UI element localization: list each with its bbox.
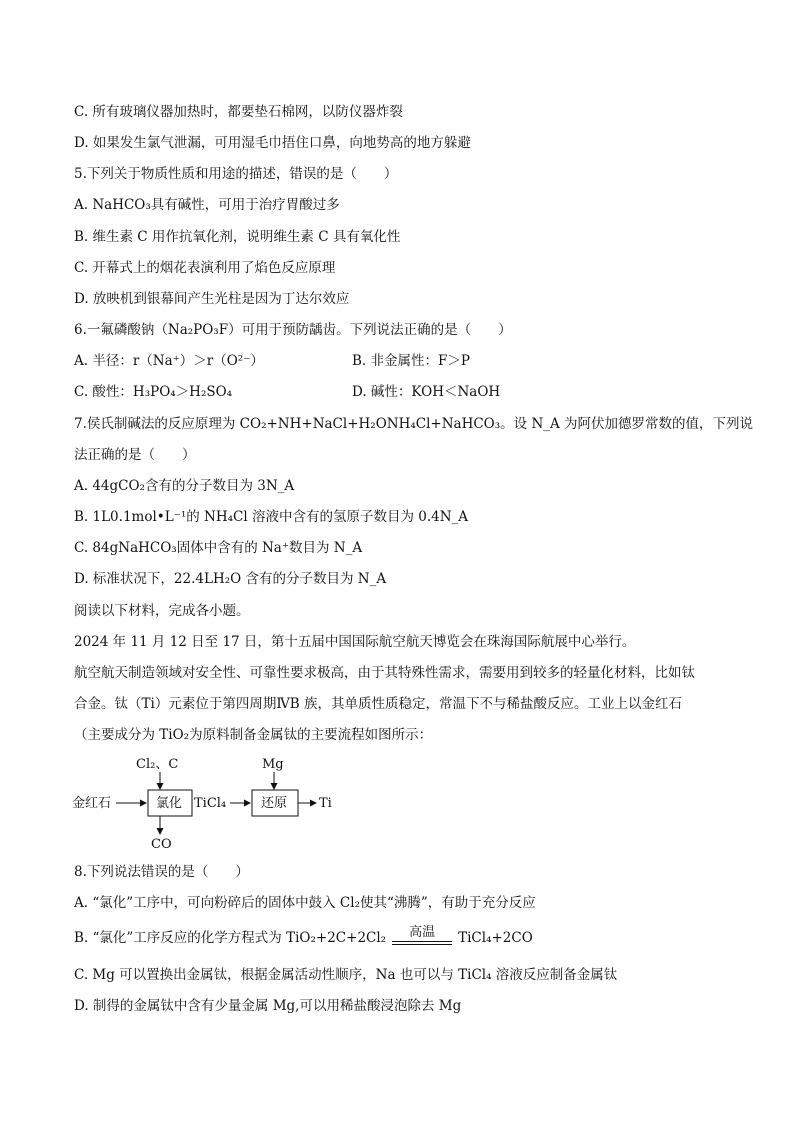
q4-option-c: C. 所有玻璃仪器加热时，都要垫石棉网，以防仪器炸裂: [74, 104, 403, 120]
reading-paragraph-2-line1: 航空航天制造领域对安全性、可靠性要求极高，由于其特殊性需求，需要用到较多的轻量化材料，比如钛: [74, 665, 695, 681]
q6-option-d: D. 碱性：KOH＜NaOH: [352, 384, 501, 400]
reading-paragraph-2-line3: （主要成分为 TiO₂为原料制备金属钛的主要流程如图所示：: [74, 727, 433, 743]
q5-option-a: A. NaHCO₃具有碱性，可用于治疗胃酸过多: [74, 197, 340, 213]
reaction-condition: 高温: [409, 924, 436, 940]
process-flow-diagram: [70, 756, 370, 852]
flow-step-1-label: 氯化: [156, 796, 183, 811]
q8-stem: 8.下列说法错误的是（ ）: [74, 864, 249, 880]
q8-option-a: A. “氯化”工序中，可向粉碎后的固体中鼓入 Cl₂使其“沸腾”，有助于充分反应: [74, 895, 536, 911]
q7-option-d: D. 标准状况下，22.4LH₂O 含有的分子数目为 N_A: [74, 571, 387, 587]
flow-step-2-label: 还原: [261, 796, 288, 811]
flow-input-label: 金红石: [72, 796, 112, 811]
reading-paragraph-2-line2: 合金。钛（Ti）元素位于第四周期ⅣB 族，其单质性质稳定，常温下不与稀盐酸反应。工业上以金红石: [74, 696, 683, 712]
q5-option-d: D. 放映机到银幕间产生光柱是因为丁达尔效应: [74, 291, 350, 307]
flow-byproduct-label: CO: [151, 837, 172, 852]
q8-option-c: C. Mg 可以置换出金属钛，根据金属活动性顺序，Na 也可以与 TiCl₄ 溶液反应制备金属钛: [74, 967, 618, 983]
q7-option-a: A. 44gCO₂含有的分子数目为 3N_A: [74, 478, 295, 494]
q6-option-c: C. 酸性：H₃PO₄＞H₂SO₄: [74, 384, 233, 400]
q8-option-b: [74, 924, 533, 949]
q5-option-c: C. 开幕式上的烟花表演利用了焰色反应原理: [74, 260, 336, 276]
q5-option-b: B. 维生素 C 用作抗氧化剂，说明维生素 C 具有氧化性: [74, 229, 401, 245]
q7-stem-line2: 法正确的是（ ）: [74, 447, 196, 463]
reading-paragraph-1: 2024 年 11 月 12 日至 17 日，第十五届中国国际航空航天博览会在珠海国际航展中心举行。: [74, 634, 636, 650]
q7-option-b: B. 1L0.1mol•L⁻¹的 NH₄Cl 溶液中含有的氢原子数目为 0.4N_A: [74, 509, 469, 525]
flow-product-label: Ti: [319, 796, 332, 811]
q7-option-c: C. 84gNaHCO₃固体中含有的 Na⁺数目为 N_A: [74, 540, 363, 556]
flow-reagent-2: Mg: [262, 757, 284, 772]
q6-option-b: B. 非金属性：F＞P: [352, 353, 470, 369]
q6-option-a: A. 半径：r（Na⁺）＞r（O²⁻）: [74, 353, 264, 369]
reaction-equals-sign: [392, 924, 452, 949]
q8-option-b-text: B. “氯化”工序反应的化学方程式为 TiO₂+2C+2Cl₂: [74, 930, 387, 946]
reading-intro: 阅读以下材料，完成各小题。: [74, 603, 250, 619]
q8-option-b-products: TiCl₄+2CO: [458, 930, 533, 946]
q4-option-d: D. 如果发生氯气泄漏，可用湿毛巾捂住口鼻，向地势高的地方躲避: [74, 135, 471, 151]
q8-option-d: D. 制得的金属钛中含有少量金属 Mg,可以用稀盐酸浸泡除去 Mg: [74, 998, 462, 1014]
flow-intermediate-label: TiCl₄: [194, 796, 227, 811]
flow-reagents-1: Cl₂、C: [136, 757, 179, 772]
q7-stem-line1: 7.侯氏制碱法的反应原理为 CO₂+NH+NaCl+H₂ONH₄Cl+NaHCO₃。设 N_A 为阿伏加德罗常数的值，下列说: [74, 416, 754, 432]
q5-stem: 5.下列关于物质性质和用途的描述，错误的是（ ）: [74, 166, 398, 182]
q6-stem: 6.一氟磷酸钠（Na₂PO₃F）可用于预防龋齿。下列说法正确的是（ ）: [74, 322, 512, 338]
